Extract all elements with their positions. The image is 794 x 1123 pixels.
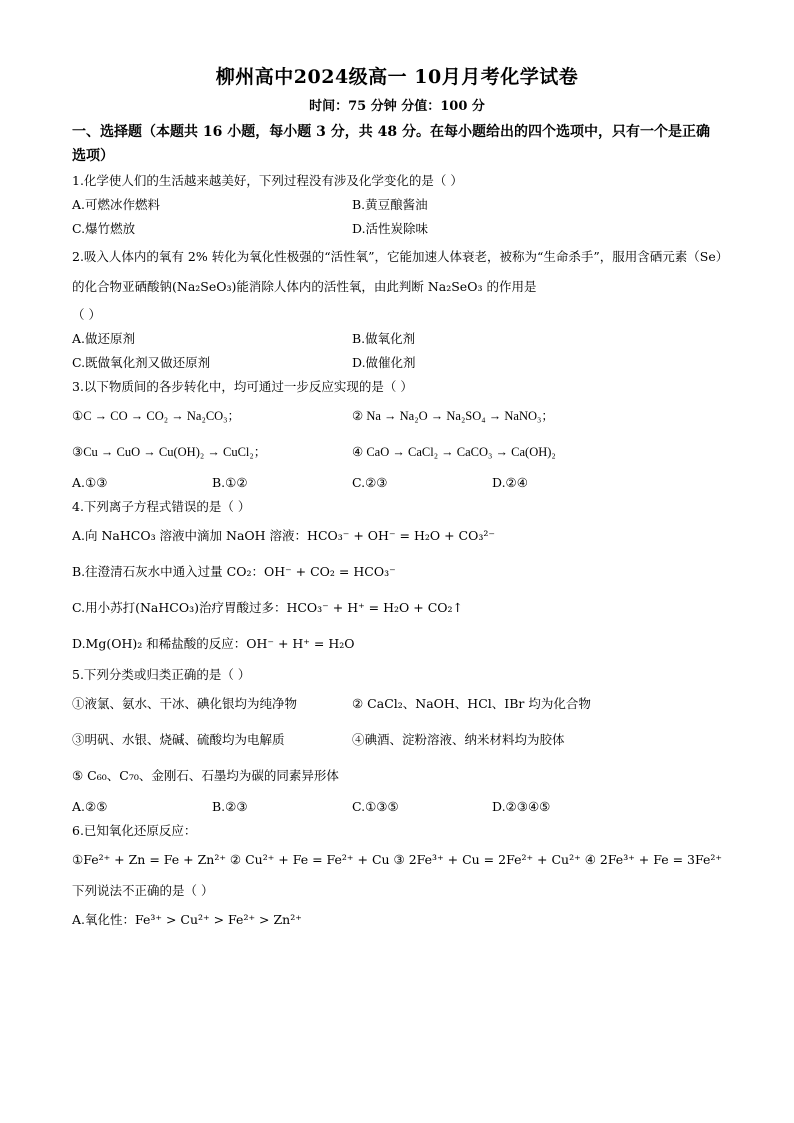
q2-option-c: C.既做氧化剂又做还原剂 (72, 355, 211, 370)
q3-option-d: D.②④ (492, 475, 528, 490)
q2-option-d: D.做催化剂 (352, 355, 416, 370)
q5-item-4: ④碘酒、淀粉溶液、纳米材料均为胶体 (352, 732, 565, 747)
question-1-stem: 1.化学使人们的生活越来越美好，下列过程没有涉及化学变化的是（ ） (72, 173, 463, 188)
q3-option-a: A.①③ (72, 475, 108, 490)
q4-option-b: B.往澄清石灰水中通入过量 CO₂：OH⁻ + CO₂ = HCO₃⁻ (72, 564, 396, 579)
q4-option-d: D.Mg(OH)₂ 和稀盐酸的反应：OH⁻ + H⁺ = H₂O (72, 636, 355, 651)
q5-option-b: B.②③ (212, 799, 248, 814)
question-5-options (72, 796, 722, 818)
q4-option-c: C.用小苏打(NaHCO₃)治疗胃酸过多：HCO₃⁻ + H⁺ = H₂O + CO₂↑ (72, 600, 463, 615)
question-5-items-2 (72, 724, 722, 756)
exam-meta: 时间：75 分钟 分值：100 分 (309, 99, 485, 114)
q5-option-a: A.②⑤ (72, 799, 108, 814)
q3-path-3: ③Cu → CuO → Cu(OH)₂ → CuCl₂； (72, 445, 267, 459)
question-1-options-2 (72, 218, 722, 240)
question-5-stem: 5.下列分类或归类正确的是（ ） (72, 667, 251, 682)
q3-option-b: B.①② (212, 475, 248, 490)
q6-question: 下列说法不正确的是（ ） (72, 883, 214, 898)
question-5-items-1 (72, 688, 722, 720)
page-title: 柳州高中2024级高一 10月月考化学试卷 (215, 66, 579, 88)
q5-item-2: ② CaCl₂、NaOH、HCl、IBr 均为化合物 (352, 696, 591, 711)
q5-item-5: ⑤ C₆₀、C₇₀、金刚石、石墨均为碳的同素异形体 (72, 768, 339, 783)
q3-path-2: ② Na → Na₂O → Na₂SO₄ → NaNO₃； (352, 409, 554, 423)
q2-option-b: B.做氧化剂 (352, 331, 416, 346)
q6-option-a: A.氧化性：Fe³⁺ > Cu²⁺ > Fe²⁺ > Zn²⁺ (72, 912, 302, 927)
q3-path-4: ④ CaO → CaCl₂ → CaCO₃ → Ca(OH)₂ (352, 445, 556, 459)
q1-option-a: A.可燃冰作燃料 (72, 197, 161, 212)
q5-item-3: ③明矾、水银、烧碱、硫酸均为电解质 (72, 732, 285, 747)
q6-reactions: ①Fe²⁺ + Zn = Fe + Zn²⁺ ② Cu²⁺ + Fe = Fe²⁺ + Cu ③ 2Fe³⁺ + Cu = 2Fe²⁺ + Cu²⁺ ④ 2Fe³⁺ + Fe = 3Fe²⁺ (72, 852, 722, 867)
question-1-options (72, 194, 722, 216)
q4-option-a: A.向 NaHCO₃ 溶液中滴加 NaOH 溶液：HCO₃⁻ + OH⁻ = H₂O + CO₃²⁻ (72, 528, 495, 543)
q1-option-b: B.黄豆酿酱油 (352, 197, 428, 212)
question-3-stem: 3.以下物质间的各步转化中，均可通过一步反应实现的是（ ） (72, 379, 413, 394)
q3-option-c: C.②③ (352, 475, 388, 490)
question-3-paths-1 (72, 400, 722, 432)
question-2-blank: （ ） (72, 307, 101, 322)
q1-option-c: C.爆竹燃放 (72, 221, 136, 236)
question-3-options (72, 472, 722, 494)
question-4-stem: 4.下列离子方程式错误的是（ ） (72, 499, 251, 514)
q1-option-d: D.活性炭除味 (352, 221, 429, 236)
question-3-paths-2 (72, 436, 722, 468)
q2-option-a: A.做还原剂 (72, 331, 136, 346)
question-2-options (72, 328, 722, 350)
section-heading: 一、选择题（本题共 16 小题，每小题 3 分，共 48 分。在每小题给出的四个选项中，只有一个是正确选项） (72, 124, 710, 164)
question-6-stem: 6.已知氧化还原反应： (72, 823, 197, 838)
question-2-stem: 2.吸入人体内的氧有 2% 转化为氧化性极强的“活性氧”，它能加速人体衰老，被称为“生命杀手”，服用含硒元素（Se）的化合物亚硒酸钠(Na₂SeO₃)能消除人体内的活性氧，由此判断 Na₂SeO₃ 的作用是 (72, 249, 722, 294)
q3-path-1: ①C → CO → CO₂ → Na₂CO₃； (72, 409, 241, 423)
exam-page (72, 62, 722, 940)
question-2-options-2 (72, 352, 722, 374)
q5-item-1: ①液氯、氨水、干冰、碘化银均为纯净物 (72, 696, 298, 711)
q5-option-c: C.①③⑤ (352, 799, 399, 814)
q5-option-d: D.②③④⑤ (492, 799, 551, 814)
